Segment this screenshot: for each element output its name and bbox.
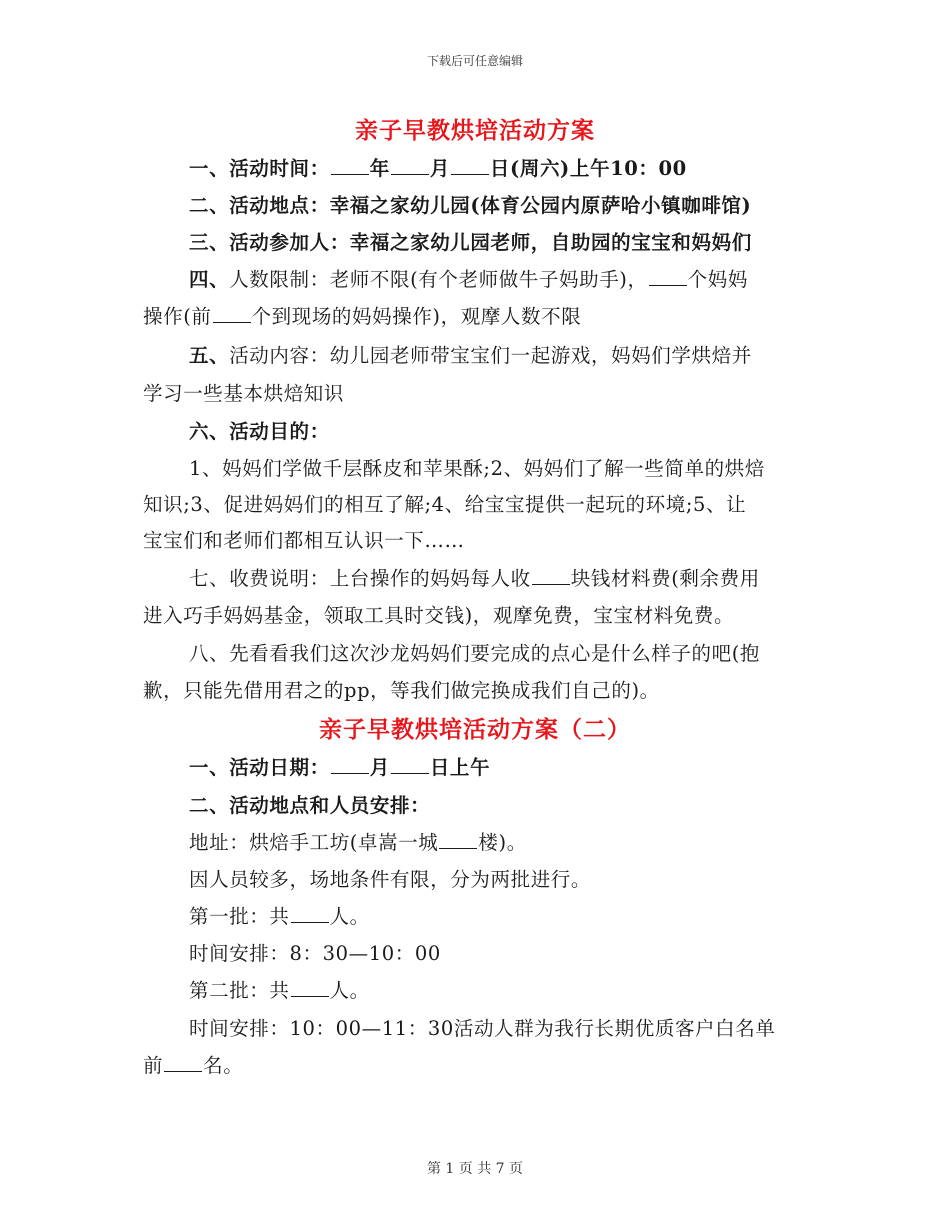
activity-content: 五、活动内容：幼儿园老师带宝宝们一起游戏，妈妈们学烘焙并 (189, 344, 752, 367)
activity-goal-line-3: 宝宝们和老师们都相互认识一下…… (143, 529, 465, 552)
time-1: 时间安排：8：30—10：00 (189, 942, 441, 965)
document-title: 亲子早教烘培活动方案 (355, 117, 595, 144)
blank-line (649, 284, 687, 286)
people-limit-cont: 操作(前 个到现场的妈妈操作)，观摩人数不限 (143, 305, 582, 328)
header-note: 下载后可任意编辑 (426, 54, 523, 68)
preview-note-cont: 歉，只能先借用君之的pp，等我们做完换成我们自己的)。 (143, 679, 660, 702)
batch-2: 第二批：共 人。 (189, 979, 370, 1002)
address: 地址：烘焙手工坊(卓嵩一城 楼)。 (189, 831, 527, 854)
blank-line (451, 173, 489, 175)
client-rank: 前 名。 (143, 1054, 244, 1077)
batch-note: 因人员较多，场地条件有限，分为两批进行。 (189, 868, 592, 891)
activity-participants: 三、活动参加人：幸福之家幼儿园老师，自助园的宝宝和妈妈们 (189, 231, 752, 254)
batch-1: 第一批：共 人。 (189, 905, 370, 928)
activity-goal-heading: 六、活动目的： (189, 420, 330, 443)
time-2: 时间安排：10：00—11：30活动人群为我行长期优质客户白名单 (189, 1017, 776, 1040)
activity-time: 一、活动时间： 年 月 日(周六)上午10：00 (189, 157, 687, 180)
activity-goal-line-2: 知识;3、促进妈妈们的相互了解;4、给宝宝提供一起玩的环境;5、让 (143, 493, 747, 516)
people-limit: 四、人数限制：老师不限(有个老师做牛子妈助手)， 个妈妈 (189, 268, 748, 291)
place-and-staff-heading: 二、活动地点和人员安排： (189, 794, 431, 817)
blank-line (331, 173, 369, 175)
blank-line (331, 772, 369, 774)
blank-line (439, 847, 477, 849)
blank-line (291, 921, 329, 923)
blank-line (213, 321, 251, 323)
fee-note-cont: 进入巧手妈妈基金，领取工具时交钱)，观摩免费，宝宝材料免费。 (143, 604, 735, 627)
blank-line (164, 1070, 202, 1072)
blank-line (391, 173, 429, 175)
activity-goal-line-1: 1、妈妈们学做千层酥皮和苹果酥;2、妈妈们了解一些简单的烘焙 (189, 457, 765, 480)
page-number: 第 1 页 共 7 页 (426, 1161, 524, 1177)
fee-note: 七、收费说明：上台操作的妈妈每人收 块钱材料费(剩余费用 (189, 567, 760, 590)
document-title-2: 亲子早教烘培活动方案（二） (319, 716, 631, 743)
activity-date: 一、活动日期： 月 日上午 (189, 756, 491, 779)
blank-line (291, 995, 329, 997)
blank-line (391, 772, 429, 774)
activity-content-cont: 学习一些基本烘焙知识 (143, 382, 345, 405)
preview-note: 八、先看看我们这次沙龙妈妈们要完成的点心是什么样子的吧(抱 (189, 642, 761, 665)
activity-place: 二、活动地点：幸福之家幼儿园(体育公园内原萨哈小镇咖啡馆) (189, 194, 752, 217)
blank-line (532, 583, 570, 585)
